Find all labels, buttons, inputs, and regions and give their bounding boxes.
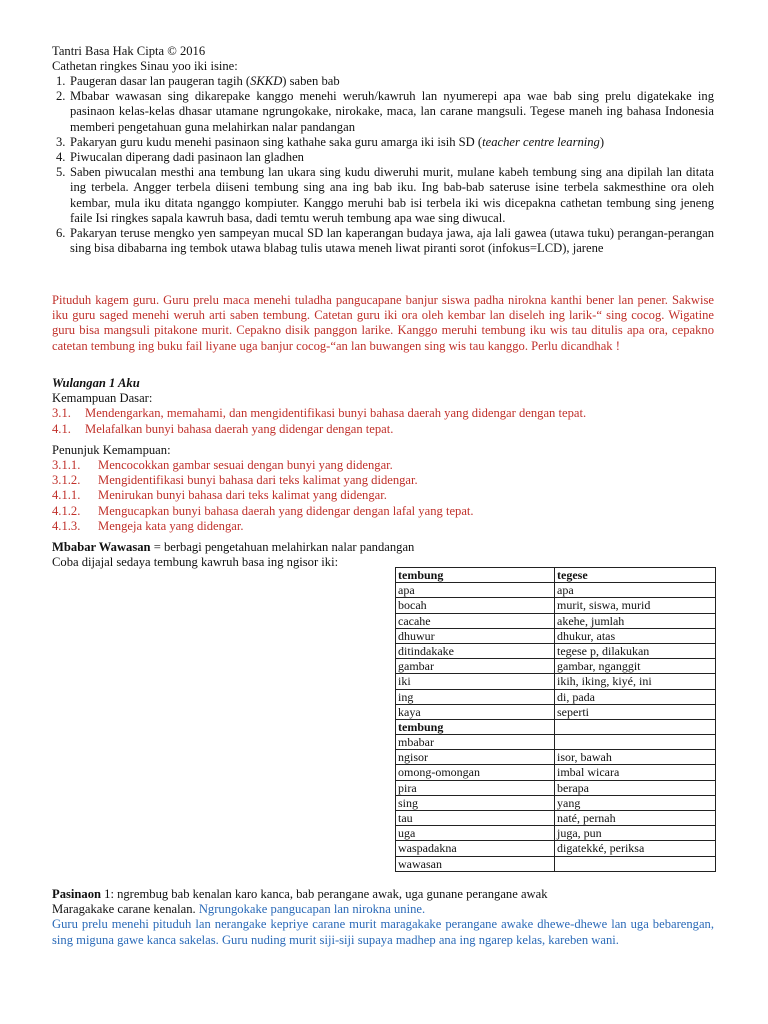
pk-item [52,504,714,519]
vocab-header-tembung: tembung [396,568,555,583]
kd-list [52,406,714,436]
pk-text: Menirukan bunyi bahasa dari teks kalimat yang didengar. [98,488,387,503]
note-number: 6. [56,226,66,241]
table-cell-tembung: wawasan [396,856,555,871]
pk-code: 4.1.2. [52,503,81,518]
pasinaon-line2 [52,902,714,917]
table-row [396,811,716,826]
table-cell-tegese: apa [555,583,716,598]
table-cell-tegese: digatekké, periksa [555,841,716,856]
table-cell-tembung: pira [396,780,555,795]
table-cell-tegese: isor, bawah [555,750,716,765]
note-number: 5. [56,165,66,180]
table-cell-tembung: bocah [396,598,555,613]
table-row [396,841,716,856]
table-row [396,628,716,643]
table-cell-tembung: uga [396,826,555,841]
note-item [52,135,714,150]
note-text: ) [599,134,605,149]
table-cell-tembung: tau [396,811,555,826]
lesson-section [52,376,714,570]
pk-code: 3.1.2. [52,473,81,488]
table-cell-tegese [555,719,716,734]
table-cell-tembung: ditindakake [396,643,555,658]
table-row [396,643,716,658]
document-header [52,44,714,74]
intro-line: Cathetan ringkes Sinau yoo iki isine: [52,59,238,74]
pk-item [52,519,714,534]
table-cell-tembung: iki [396,674,555,689]
table-cell-tembung: cacahe [396,613,555,628]
mbabar-line [52,540,714,555]
pk-code: 4.1.1. [52,488,81,503]
lesson-title: Wulangan 1 Aku [52,376,140,390]
table-cell-tegese: dhukur, atas [555,628,716,643]
note-item [52,226,714,256]
kd-item [52,422,714,437]
kd-text: Melafalkan bunyi bahasa daerah yang didengar dengan tepat. [85,421,394,436]
note-text: Saben piwucalan mesthi ana tembung lan ukara sing kudu diweruhi murit, mulane kabeh tembung sing ana dipilah lan ditata ing terbela. Angger terbela diiseni tembung sing ana ing bab iku. Ing bab-bab sateruse isine terbela sakmesthine ora oleh kembar, mula iku ditata nganggo kompiuter. Kanggo meruhi bab isi terbela iki wis dicepakna cathetan tembung sing jeneng faile Isi ringkes sapala kawruh basa, dadi temtu weruh tembung apa wae sing diwucal. [70,165,714,225]
kd-item [52,406,714,421]
pk-label: Penunjuk Kemampuan: [52,442,171,457]
table-row [396,750,716,765]
table-cell-tembung: tembung [396,719,555,734]
notes-list [52,74,714,256]
vocab-header-row [396,568,716,583]
coba-line: Coba dijajal sedaya tembung kawruh basa ing ngisor iki: [52,555,339,570]
note-number: 3. [56,134,66,149]
table-cell-tegese: ikih, iking, kiyé, ini [555,674,716,689]
table-cell-tegese: naté, pernah [555,811,716,826]
note-number: 4. [56,150,66,165]
table-row [396,659,716,674]
table-row [396,689,716,704]
note-text: Paugeran dasar lan paugeran tagih ( [70,74,251,88]
pk-text: Mencocokkan gambar sesuai dengan bunyi yang didengar. [98,458,393,473]
note-text: Pakaryan guru kudu menehi pasinaon sing kathahe saka guru amarga iki isih SD ( [70,134,483,149]
table-cell-tembung: waspadakna [396,841,555,856]
pk-text: Mengucapkan bunyi bahasa daerah yang didengar dengan lafal yang tepat. [98,503,474,518]
note-text: Mbabar wawasan sing dikarepake kanggo menehi weruh/kawruh lan nyumerepi apa wae bab sing prelu digatekake ing pasinaon kelas-kelas dhasar utamane ngrungokake, nirokake, maca, lan carane mangsuli. Tegese maneh ing bahasa Indonesia memberi pengetahuan guna melahirkan nalar pandangan [70,89,714,134]
table-cell-tembung: mbabar [396,735,555,750]
table-cell-tegese: berapa [555,780,716,795]
table-cell-tegese [555,856,716,871]
note-number: 1. [56,74,66,88]
table-cell-tegese: seperti [555,704,716,719]
note-number: 2. [56,89,66,104]
kd-label: Kemampuan Dasar: [52,391,153,406]
table-cell-tembung: ing [396,689,555,704]
teacher-guide-red: Pituduh kagem guru. Guru prelu maca menehi tuladha pangucapane banjur siswa padha nirokna kanthi bener lan pener. Sakwise iku guru saged menehi weruh arti saben tembung. Catetan guru iki ora oleh kembar lan diseleh ing larik-“ sing cocog. Wigatine guru bisa mangsuli pitakone murit. Cepakno disik panggon larike. Kanggo meruhi tembung iku wis tau ditulis apa ora, cepakno catetan tembung ing buku fail liyane uga banjur cocog-“an lan buwangen sing wis tau kanggo. Perlu dicandhak ! [52,293,714,353]
note-item [52,150,714,165]
table-row [396,704,716,719]
kd-code: 3.1. [52,406,71,421]
pasinaon-line2-black: Maragakake carane kenalan. [52,902,196,917]
notes-list-container [52,74,714,256]
pasinaon-blue-paragraph: Guru prelu menehi pituduh lan nerangake kepriye carane murit maragakake perangane awake dhewe-dhewe lan uga bebarengan, sing miguna gawe kanca sakelas. Guru nuding murit siji-siji supaya madhep ana ing ngarep kelas, kareben wani. [52,917,714,947]
pasinaon-line2-blue: Ngrungokake pangucapan lan nirokna unine. [195,902,426,917]
pk-text: Mengeja kata yang didengar. [98,518,244,533]
table-row [396,735,716,750]
note-text: SKKD [250,74,283,88]
table-cell-tegese: di, pada [555,689,716,704]
note-item [52,165,714,226]
note-text: teacher centre learning [482,134,600,149]
pasinaon-bold: Pasinaon [52,887,101,901]
note-item [52,74,714,89]
note-text: ) saben bab [282,74,340,88]
mbabar-rest: = berbagi pengetahuan melahirkan nalar pandangan [150,540,415,555]
note-item [52,89,714,135]
table-cell-tembung: apa [396,583,555,598]
table-cell-tembung: kaya [396,704,555,719]
pk-text: Mengidentifikasi bunyi bahasa dari teks kalimat yang didengar. [98,473,418,488]
table-cell-tembung: sing [396,795,555,810]
table-row [396,674,716,689]
table-cell-tegese: yang [555,795,716,810]
table-cell-tegese [555,735,716,750]
note-text: Piwucalan diperang dadi pasinaon lan gladhen [70,150,304,165]
table-row [396,856,716,871]
table-cell-tembung: gambar [396,659,555,674]
table-cell-tegese: akehe, jumlah [555,613,716,628]
pk-code: 4.1.3. [52,518,81,533]
table-row [396,826,716,841]
table-row [396,583,716,598]
table-cell-tegese: murit, siswa, murid [555,598,716,613]
table-cell-tegese: gambar, nganggit [555,659,716,674]
pk-item [52,488,714,503]
kd-text: Mendengarkan, memahami, dan mengidentifikasi bunyi bahasa daerah yang didengar dengan tepat. [85,406,587,421]
table-cell-tegese: imbal wicara [555,765,716,780]
table-row [396,765,716,780]
table-row [396,613,716,628]
table-row [396,719,716,734]
table-cell-tegese: juga, pun [555,826,716,841]
pk-item [52,458,714,473]
pasinaon-section [52,887,714,948]
table-row [396,795,716,810]
kd-code: 4.1. [52,421,71,436]
table-cell-tembung: dhuwur [396,628,555,643]
table-row [396,598,716,613]
vocab-table [395,567,716,872]
pasinaon-rest: 1: ngrembug bab kenalan karo kanca, bab perangane awak, uga gunane perangane awak [101,887,548,901]
note-text: Pakaryan teruse mengko yen sampeyan mucal SD lan kaperangan budaya jawa, aja lali gawea (utawa tuku) perangan-perangan sing bisa dibabarna ing tembok utawa blabag tulis utawa meneh liwat piranti sorot (infokus=LCD), jarene [70,226,714,256]
table-cell-tegese: tegese p, dilakukan [555,643,716,658]
vocab-header-tegese: tegese [555,568,716,583]
document-title: Tantri Basa Hak Cipta © 2016 [52,44,206,58]
pk-list [52,458,714,534]
vocab-table-body [396,568,716,872]
pk-item [52,473,714,488]
mbabar-bold: Mbabar Wawasan [52,540,151,555]
table-cell-tembung: ngisor [396,750,555,765]
table-cell-tembung: omong-omongan [396,765,555,780]
table-row [396,780,716,795]
pk-code: 3.1.1. [52,458,81,473]
pasinaon-line [52,887,714,902]
